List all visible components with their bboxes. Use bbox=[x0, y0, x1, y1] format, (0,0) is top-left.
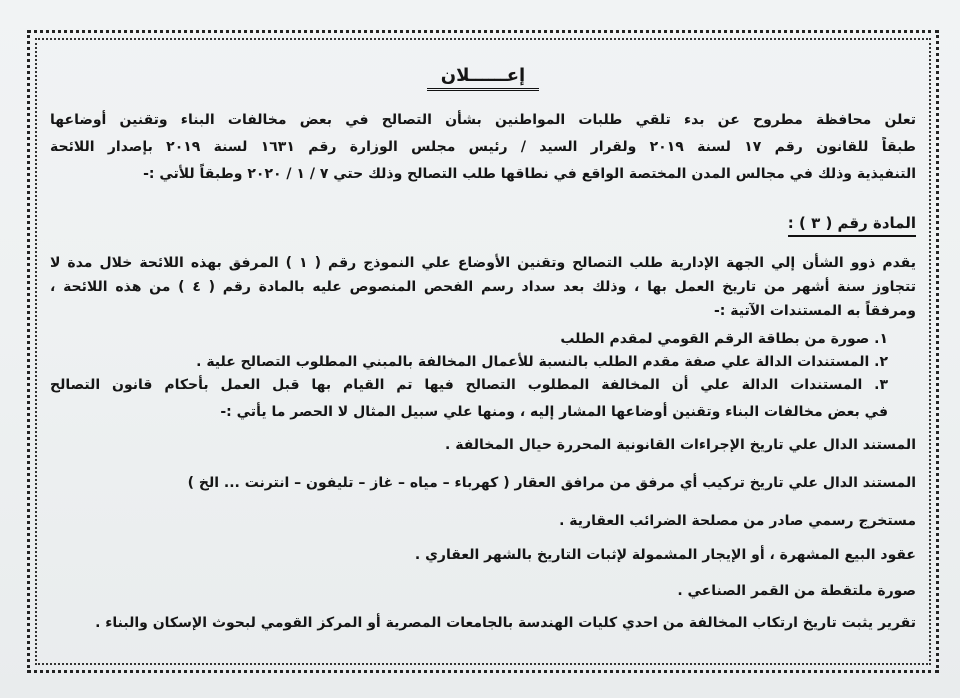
evidence-item-4: عقود البيع المشهرة ، أو الإيجار المشمولة لإثبات التاريخ بالشهر العقاري . bbox=[414, 547, 916, 563]
intro-line-3: التنفيذية وذلك في مجالس المدن المختصة الواقع في نطاقها طلب التصالح وذلك حتي ٧ / ١ / ٢٠٢٠ وطبقاً للأتي :- bbox=[143, 166, 916, 182]
document-item-1: ١. صورة من بطاقة الرقم القومي لمقدم الطلب bbox=[560, 331, 888, 347]
announcement-content bbox=[50, 60, 916, 660]
announcement-title bbox=[50, 62, 916, 90]
title-text: إعــــــلان bbox=[427, 65, 539, 91]
article-line-1: يقدم ذوو الشأن إلي الجهة الإدارية طلب التصالح وتقنين الأوضاع علي النموذج رقم ( ١ ) المرفق بهذه اللائحة خلال مدة لا bbox=[50, 255, 916, 271]
evidence-item-2: المستند الدال علي تاريخ تركيب أي مرفق من مرافق العقار ( كهرباء – مياه – غاز – تليفون – انترنت ... الخ ) bbox=[187, 475, 916, 491]
article-line-2: تتجاوز سنة أشهر من تاريخ العمل بها ، وذلك بعد سداد رسم الفحص المنصوص عليه بالمادة رقم ( ٤ ) من هذه اللائحة ، bbox=[50, 279, 916, 295]
evidence-item-5: صورة ملتقطة من القمر الصناعي . bbox=[677, 583, 916, 599]
intro-line-1: تعلن محافظة مطروح عن بدء تلقي طلبات المواطنين بشأن التصالح في بعض مخالفات البناء وتقنين أوضاعها bbox=[50, 112, 916, 128]
evidence-item-3: مستخرج رسمي صادر من مصلحة الضرائب العقارية . bbox=[559, 513, 916, 529]
article-heading: المادة رقم ( ٣ ) : bbox=[788, 212, 916, 237]
evidence-item-6: تقرير يثبت تاريخ ارتكاب المخالفة من احدي كليات الهندسة بالجامعات المصرية أو المركز القومي لبحوث الإسكان والبناء . bbox=[95, 615, 916, 631]
evidence-item-1: المستند الدال علي تاريخ الإجراءات القانونية المحررة حيال المخالفة . bbox=[445, 437, 916, 453]
document-item-2: ٢. المستندات الدالة علي صفة مقدم الطلب بالنسبة للأعمال المخالفة بالمبني المطلوب التصالح علية . bbox=[196, 354, 888, 370]
document-item-3-continued: في بعض مخالفات البناء وتقنين أوضاعها المشار إليه ، ومنها علي سبيل المثال لا الحصر ما يأتي :- bbox=[220, 404, 888, 420]
article-line-3: ومرفقاً به المستندات الآتية :- bbox=[714, 303, 916, 319]
document-item-3: ٣. المستندات الدالة علي أن المخالفة المطلوب التصالح فيها تم القيام بها قبل العمل بأحكام قانون التصالح bbox=[50, 377, 888, 393]
intro-line-2: طبقاً للقانون رقم ١٧ لسنة ٢٠١٩ ولقرار السيد / رئيس مجلس الوزارة رقم ١٦٣١ لسنة ٢٠١٩ بإصدار اللائحة bbox=[50, 139, 916, 155]
